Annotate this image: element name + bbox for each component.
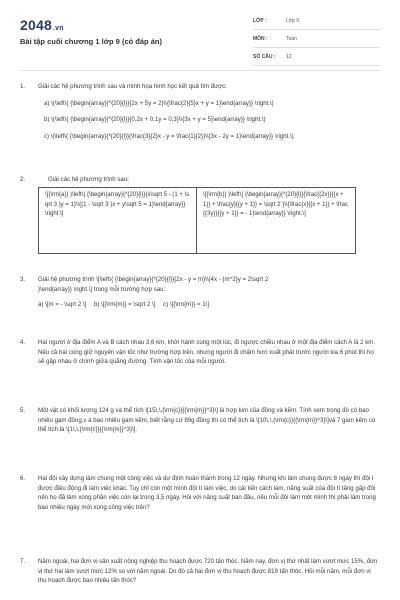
- meta-label: LỚP :: [253, 18, 267, 24]
- question-prompt: Giải các hệ phương trình sau và minh họa hình học kết quả tìm được:: [38, 83, 227, 90]
- question-number: 4.: [20, 339, 26, 346]
- question-number: 2.: [20, 176, 26, 183]
- meta-row-class: [253, 15, 380, 30]
- equation-table: [38, 187, 356, 254]
- question-body: [38, 82, 379, 141]
- meta-value: 12: [286, 54, 292, 60]
- question-options: [38, 300, 379, 310]
- question-prompt: Giải các hệ phương trình sau:: [48, 176, 129, 183]
- question-part-a: a) \[m = - \sqrt 2 \]: [38, 301, 87, 309]
- question-part-b: b) \(\left\{ {\begin{array}{*{20}{l}}{0,2x + 0,1y = 0,3}\\{3x + y = 5}\end{array}} \right.\): [44, 116, 266, 124]
- equation-cell-b: \[{\rm{b}} )\left\{ {\begin{array}{*{20}{l}}{\frac{{2x}}{{x + 1}} + \frac{y}{{y + 1}} = \sqrt 2 }\\{\frac{x}{{x + 1}} + \frac{{3y}}{{y + 1}} = - 1}\end{array}} \right.\]: [203, 192, 348, 218]
- question-number: 3.: [20, 276, 26, 283]
- question-part-c: c) \(\left\{ {\begin{array}{*{20}{l}}{\frac{3}{2}x - y = \frac{1}{2}}\\{3x - 2y = 1}\end{array}} \right.\): [44, 132, 294, 140]
- document-meta: [253, 15, 380, 69]
- question-prompt-line-2: }\end{array}} \right.\] trong mỗi trường hợp sau:: [38, 285, 166, 293]
- question-body: [38, 275, 379, 310]
- question-text: Một vật có khối lượng 124 g và thể tích \[15\,\,{\rm{c}}{{\rm{m}}^3}\] là hợp kim của đồng và kẽm. Tính xem trong đó có bao nhiêu gam đồng,v à bao nhiêu gam kẽm, biết rằng cứ 89g đồng thì có thể tích là \[10\,\,{\rm{c}}{{\rm{m}}^3}\]và 7 gam kẽm có thể tích là \[1\,\,{\rm{c}}{{\rm{m}}^3}\].: [38, 407, 376, 434]
- meta-row-subject: [253, 33, 380, 48]
- question-number: 7.: [20, 558, 26, 565]
- logo-domain: .vn: [52, 25, 64, 32]
- question-part-c: c) \[{\rm{m}} = 1\]: [163, 301, 210, 309]
- logo-text: 2048: [20, 17, 52, 33]
- question-text: Hai đội xây dựng làm chung một công việc và dự định hoàn thành trong 12 ngày. Nhưng khi làm chung được 8 ngày thì đội I được điều động đi làm việc khác. Tuy chỉ còn một mình đội II làm việc, do cải tiến cách làm, năng suất của đội II tăng gấp đôi nên họ đã làm xong phần việc còn lại trong 3,5 ngày. Hỏi với năng suất ban đầu, nếu mỗi đội làm một mình thì phải làm trong bao nhiêu ngày mới xong công việc trên?: [38, 475, 376, 511]
- question-part-b: b) \[{\rm{m}} = \sqrt 2 \]: [93, 301, 156, 309]
- meta-row-count: [253, 51, 380, 66]
- meta-label: MÔN :: [253, 36, 268, 42]
- question-text: Năm ngoái, hai đơn vị sản xuất nông nghiệp thu hoạch được 720 tấn thóc. Năm nay, đơn vị thứ nhất làm vượt mức 15%, đơn vị thứ hai làm vượt mức 12% so với năm ngoái. Do đó cả hai đơn vị thu hoạch được 819 tấn thóc. Hỏi mỗi năm, mỗi đơn vị thu hoạch được bao nhiêu tấn thóc?: [38, 558, 378, 585]
- page-header: [20, 15, 380, 65]
- meta-value: Toán: [286, 36, 297, 42]
- question-text: Hai người ở địa điểm A và B cách nhau 3,6 km, khởi hành cùng một lúc, đi ngược chiều nhau ở một địa điểm cách A là 2 km. Nếu cả hai cùng giữ nguyên vận tốc như trường hợp trên, nhưng người đi chậm hơn xuất phát trước người kia 6 phút thì họ sẽ gặp nhau ở chính giữa quãng đường. Tính vận tốc của mỗi người.: [38, 339, 376, 366]
- document-title: Bài tập cuối chương 1 lớp 9 (có đáp án): [20, 37, 162, 46]
- question-body: [38, 175, 379, 185]
- question-number: 6.: [20, 475, 26, 482]
- question-prompt-line-1: Giải hệ phương trình \[\left\{ {\begin{array}{*{20}{l}}{2x - y = m}\\{4x - {m^2}y = 2\sqrt 2: [38, 276, 269, 283]
- question-number: 1.: [20, 83, 26, 90]
- meta-value: Lớp 9: [286, 18, 300, 24]
- site-logo[interactable]: [20, 17, 64, 33]
- meta-label: SỐ CÂU :: [253, 54, 276, 60]
- header-divider: [20, 70, 380, 71]
- question-number: 5.: [20, 407, 26, 414]
- equation-cell-a: \[{\rm{a}} )\left\{ {\begin{array}{*{20}{l}}{x\sqrt 5 - (1 + \sqrt 3 )y = 1}\\{(1 - \sqrt 3 )x + y\sqrt 5 = 1}\end{array}} \right.\]: [39, 188, 197, 253]
- question-part-a: a) \(\left\{ {\begin{array}{*{20}{l}}{2x + 5y = 2}\\{\frac{2}{5}x + y = 1}\end{array}} \right.\): [44, 99, 274, 107]
